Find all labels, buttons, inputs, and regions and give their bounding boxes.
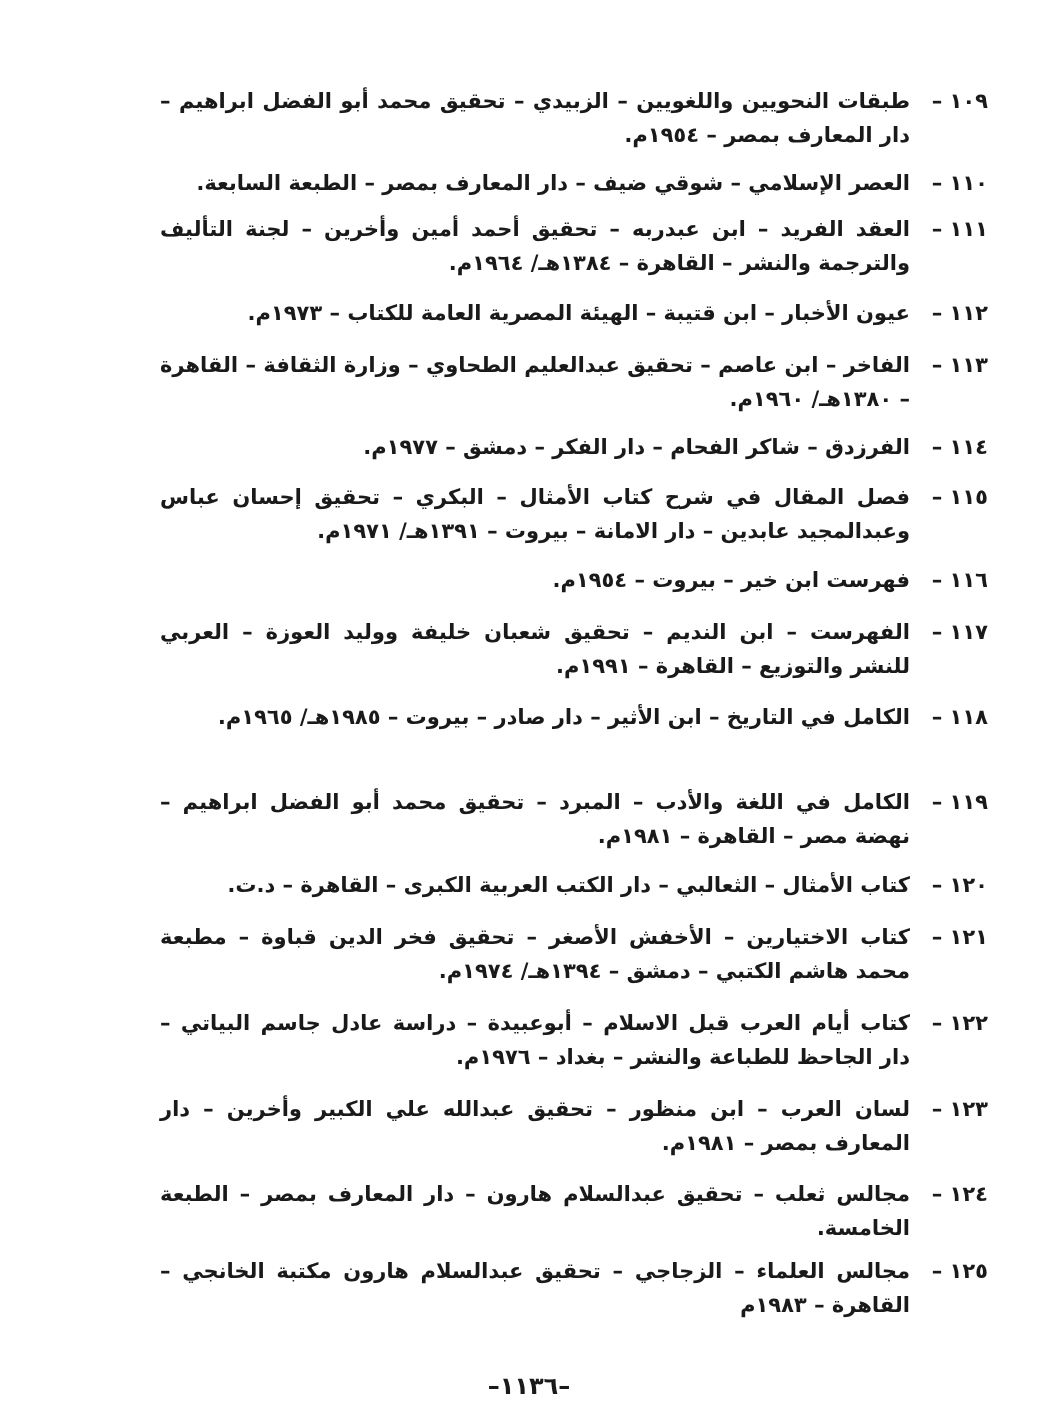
entry-text: كتاب الأمثال – الثعالبي – دار الكتب العربية الكبرى – القاهرة – د.ت. [227,873,910,897]
entry-number: ١١٠ – [931,171,988,195]
bibliography-entry [160,563,988,597]
entry-number: ١١٤ – [931,435,988,459]
entry-number: ١١١ – [931,217,988,241]
entry-text: الفهرست – ابن النديم – تحقيق شعبان خليفة ووليد العوزة – العربي للنشر والتوزيع – القاهرة – ١٩٩١م. [160,620,910,678]
bibliography-entry [160,785,988,853]
entry-text: فصل المقال في شرح كتاب الأمثال – البكري – تحقيق إحسان عباس وعبدالمجيد عابدين – دار الامانة – بيروت – ١٣٩١هـ/ ١٩٧١م. [160,485,910,543]
entry-text: الكامل في اللغة والأدب – المبرد – تحقيق محمد أبو الفضل ابراهيم – نهضة مصر – القاهرة – ١٩٨١م. [160,790,910,848]
entry-text: العقد الفريد – ابن عبدربه – تحقيق أحمد أمين وأخرين – لجنة التأليف والترجمة والنشر – القاهرة – ١٣٨٤هـ/ ١٩٦٤م. [160,217,910,275]
entry-number: ١٢٥ – [931,1259,988,1283]
entry-text: العصر الإسلامي – شوقي ضيف – دار المعارف بمصر – الطبعة السابعة. [196,171,910,195]
bibliography-entry [160,868,988,902]
entry-text: لسان العرب – ابن منظور – تحقيق عبدالله علي الكبير وأخرين – دار المعارف بمصر – ١٩٨١م. [160,1097,910,1155]
entry-number: ١١٨ – [931,705,988,729]
bibliography-entry [160,1092,988,1160]
entry-text: الكامل في التاريخ – ابن الأثير – دار صادر – بيروت – ١٩٨٥هـ/ ١٩٦٥م. [217,705,910,729]
entry-number: ١١٩ – [931,790,988,814]
entry-text: عيون الأخبار – ابن قتيبة – الهيئة المصرية العامة للكتاب – ١٩٧٣م. [247,301,910,325]
entry-text: كتاب الاختيارين – الأخفش الأصغر – تحقيق فخر الدين قباوة – مطبعة محمد هاشم الكتبي – دمشق – ١٣٩٤هـ/ ١٩٧٤م. [160,925,910,983]
bibliography-entry [160,84,988,152]
bibliography-entry [160,296,988,330]
bibliography-entry [160,166,988,200]
entry-number: ١٢٠ – [931,873,988,897]
entry-number: ١٢١ – [931,925,988,949]
bibliography-entry [160,1006,988,1074]
entry-text: مجالس ثعلب – تحقيق عبدالسلام هارون – دار المعارف بمصر – الطبعة الخامسة. [160,1182,910,1240]
page-number: –١١٣٦– [487,1372,571,1400]
entry-text: كتاب أيام العرب قبل الاسلام – أبوعبيدة – دراسة عادل جاسم البياتي – دار الجاحظ للطباعة والنشر – بغداد – ١٩٧٦م. [160,1011,910,1069]
bibliography-entry [160,700,988,734]
entry-text: الفرزدق – شاكر الفحام – دار الفكر – دمشق – ١٩٧٧م. [363,435,910,459]
entry-number: ١٢٢ – [931,1011,988,1035]
entry-number: ١١٣ – [931,353,988,377]
entry-text: الفاخر – ابن عاصم – تحقيق عبدالعليم الطحاوي – وزارة الثقافة – القاهرة – ١٣٨٠هـ/ ١٩٦٠م. [160,353,910,411]
bibliography-entry [160,430,988,464]
bibliography-entry [160,1254,988,1322]
entry-number: ١٢٣ – [931,1097,988,1121]
entry-number: ١١٥ – [931,485,988,509]
entry-text: فهرست ابن خير – بيروت – ١٩٥٤م. [552,568,910,592]
bibliography-entry [160,1177,988,1245]
bibliography-entry [160,212,988,280]
bibliography-entry [160,480,988,548]
bibliography-entry [160,920,988,988]
entry-number: ١١٧ – [931,620,988,644]
entry-text: طبقات النحويين واللغويين – الزبيدي – تحقيق محمد أبو الفضل ابراهيم – دار المعارف بمصر – ١٩٥٤م. [160,89,910,147]
entry-number: ١٢٤ – [931,1182,988,1206]
entry-text: مجالس العلماء – الزجاجي – تحقيق عبدالسلام هارون مكتبة الخانجي – القاهرة – ١٩٨٣م [160,1259,910,1317]
entry-number: ١١٢ – [931,301,988,325]
entry-number: ١١٦ – [931,568,988,592]
entry-number: ١٠٩ – [931,89,988,113]
bibliography-entry [160,615,988,683]
bibliography-entry [160,348,988,416]
